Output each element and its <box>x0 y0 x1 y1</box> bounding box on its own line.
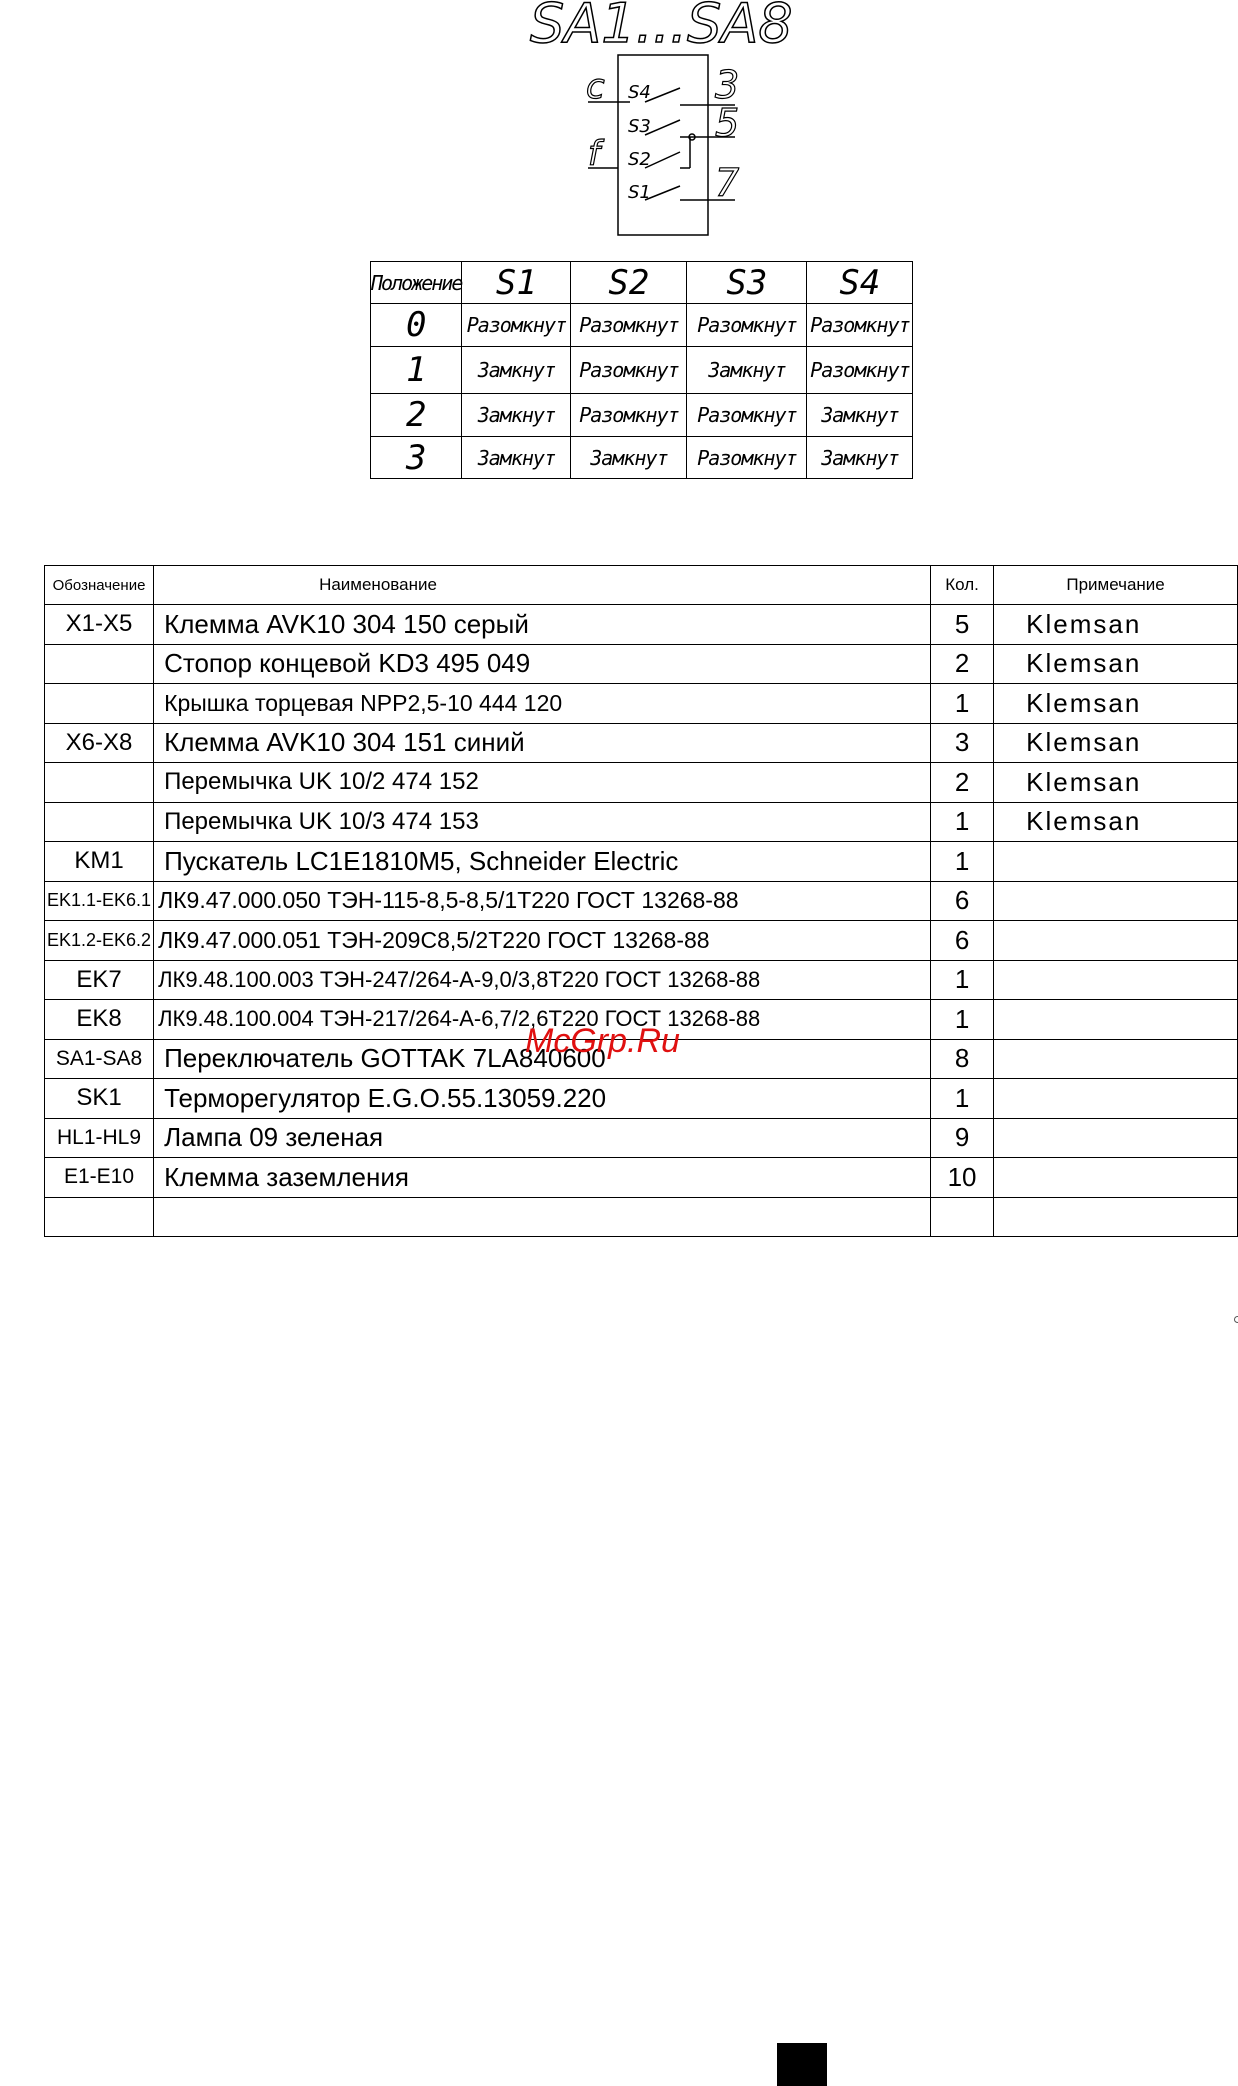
state-row <box>371 394 913 437</box>
spec-note: Klemsan <box>994 684 1238 724</box>
spec-note <box>994 1118 1238 1158</box>
switch-diagram <box>520 0 820 240</box>
spec-row <box>45 842 1238 882</box>
spec-qty: 10 <box>930 1158 993 1198</box>
spec-note <box>994 1039 1238 1079</box>
state-position: 2 <box>371 394 462 437</box>
state-row <box>371 347 913 394</box>
spec-name: ЛК9.47.000.051 ТЭН-209С8,5/2Т220 ГОСТ 13268-88 <box>154 921 931 961</box>
spec-designation: EK1.2-EK6.2 <box>45 921 154 961</box>
diagram-title: SA1...SA8 <box>530 0 793 55</box>
spec-note <box>994 1079 1238 1119</box>
spec-note <box>994 960 1238 1000</box>
spec-designation <box>45 1197 154 1237</box>
state-cell: Разомкнут <box>571 347 687 394</box>
spec-qty: 6 <box>930 921 993 961</box>
spec-row <box>45 644 1238 684</box>
spec-qty: 1 <box>930 1079 993 1119</box>
spec-designation: EK1.1-EK6.1 <box>45 881 154 921</box>
spec-note: Klemsan <box>994 802 1238 842</box>
spec-qty <box>930 1197 993 1237</box>
state-cell: Замкнут <box>807 394 913 437</box>
state-cell: Разомкнут <box>807 304 913 347</box>
spec-qty: 9 <box>930 1118 993 1158</box>
state-header-s2: S2 <box>571 262 687 304</box>
spec-row <box>45 960 1238 1000</box>
spec-note <box>994 1197 1238 1237</box>
state-header-s1: S1 <box>462 262 571 304</box>
state-cell: Замкнут <box>462 394 571 437</box>
contact-s2: S2 <box>628 149 651 170</box>
state-cell: Разомкнут <box>571 394 687 437</box>
spec-name: Клемма AVK10 304 151 синий <box>154 723 931 763</box>
spec-row <box>45 1118 1238 1158</box>
spec-row <box>45 921 1238 961</box>
spec-qty: 1 <box>930 842 993 882</box>
spec-note: Klemsan <box>994 605 1238 645</box>
state-header-row <box>371 262 913 304</box>
spec-designation: SK1 <box>45 1079 154 1119</box>
state-cell: Разомкнут <box>571 304 687 347</box>
spec-note <box>994 842 1238 882</box>
spec-designation: E1-E10 <box>45 1158 154 1198</box>
spec-designation: X1-X5 <box>45 605 154 645</box>
state-position: 1 <box>371 347 462 394</box>
spec-header-row <box>45 566 1238 605</box>
state-cell: Разомкнут <box>687 394 807 437</box>
spec-row <box>45 763 1238 803</box>
spec-note <box>994 1158 1238 1198</box>
spec-designation: SA1-SA8 <box>45 1039 154 1079</box>
spec-name: Клемма AVK10 304 150 серый <box>154 605 931 645</box>
spec-header-note: Примечание <box>994 566 1238 605</box>
spec-note: Klemsan <box>994 763 1238 803</box>
state-cell: Замкнут <box>571 437 687 479</box>
state-cell: Замкнут <box>462 347 571 394</box>
spec-qty: 3 <box>930 723 993 763</box>
state-cell: Разомкнут <box>462 304 571 347</box>
terminal-3: 3 <box>715 63 740 107</box>
switch-state-table <box>370 261 913 479</box>
terminal-f: f <box>588 134 600 174</box>
contact-s1: S1 <box>628 182 651 203</box>
spec-header-designation: Обозначение <box>45 566 154 605</box>
spec-name: Пускатель LC1E1810M5, Schneider Electric <box>154 842 931 882</box>
terminal-7: 7 <box>715 161 740 205</box>
state-row <box>371 437 913 479</box>
spec-name: ЛК9.47.000.050 ТЭН-115-8,5-8,5/1Т220 ГОСТ 13268-88 <box>154 881 931 921</box>
state-header-s3: S3 <box>687 262 807 304</box>
spec-qty: 8 <box>930 1039 993 1079</box>
state-header-position: Положение <box>371 262 462 304</box>
state-header-s4: S4 <box>807 262 913 304</box>
spec-header-name: Наименование <box>154 566 931 605</box>
spec-name: Крышка торцевая NPP2,5-10 444 120 <box>154 684 931 724</box>
state-row <box>371 304 913 347</box>
spec-designation <box>45 644 154 684</box>
spec-header-qty: Кол. <box>930 566 993 605</box>
spec-note: Klemsan <box>994 644 1238 684</box>
switch-body <box>588 55 735 235</box>
spec-designation: HL1-HL9 <box>45 1118 154 1158</box>
spec-note <box>994 921 1238 961</box>
spec-name: Стопор концевой KD3 495 049 <box>154 644 931 684</box>
spec-qty: 5 <box>930 605 993 645</box>
spec-designation: KM1 <box>45 842 154 882</box>
spec-row <box>45 1158 1238 1198</box>
terminal-5: 5 <box>715 101 740 145</box>
state-cell: Замкнут <box>462 437 571 479</box>
spec-qty: 1 <box>930 960 993 1000</box>
spec-name: ЛК9.48.100.003 ТЭН-247/264-А-9,0/3,8Т220 ГОСТ 13268-88 <box>154 960 931 1000</box>
state-position: 0 <box>371 304 462 347</box>
state-cell: Замкнут <box>807 437 913 479</box>
spec-name <box>154 1197 931 1237</box>
terminal-c: c <box>586 67 605 107</box>
state-cell: Разомкнут <box>687 304 807 347</box>
spec-designation <box>45 684 154 724</box>
specification-table <box>44 565 1238 1237</box>
spec-qty: 1 <box>930 1000 993 1040</box>
spec-designation: EK8 <box>45 1000 154 1040</box>
spec-designation: EK7 <box>45 960 154 1000</box>
spec-name: Лампа 09 зеленая <box>154 1118 931 1158</box>
spec-qty: 1 <box>930 802 993 842</box>
spec-designation <box>45 802 154 842</box>
spec-row <box>45 723 1238 763</box>
spec-row <box>45 881 1238 921</box>
spec-name: Перемычка UK 10/3 474 153 <box>154 802 931 842</box>
registration-dot <box>1234 1316 1238 1323</box>
spec-qty: 2 <box>930 763 993 803</box>
spec-row <box>45 1079 1238 1119</box>
spec-note <box>994 881 1238 921</box>
watermark-text: McGrp.Ru <box>525 1022 680 1060</box>
spec-qty: 6 <box>930 881 993 921</box>
spec-row-empty <box>45 1197 1238 1237</box>
spec-qty: 2 <box>930 644 993 684</box>
spec-name: Перемычка UK 10/2 474 152 <box>154 763 931 803</box>
spec-name: Переключатель GOTTAK 7LA840600 <box>154 1039 931 1079</box>
spec-qty: 1 <box>930 684 993 724</box>
state-cell: Замкнут <box>687 347 807 394</box>
page-corner-mark <box>777 2043 827 2086</box>
state-position: 3 <box>371 437 462 479</box>
spec-designation: X6-X8 <box>45 723 154 763</box>
state-cell: Разомкнут <box>807 347 913 394</box>
contact-s3: S3 <box>628 116 651 137</box>
spec-note <box>994 1000 1238 1040</box>
spec-row <box>45 684 1238 724</box>
spec-row <box>45 802 1238 842</box>
spec-name: Терморегулятор E.G.O.55.13059.220 <box>154 1079 931 1119</box>
state-cell: Разомкнут <box>687 437 807 479</box>
spec-row <box>45 605 1238 645</box>
spec-name: Клемма заземления <box>154 1158 931 1198</box>
spec-name: ЛК9.48.100.004 ТЭН-217/264-А-6,7/2,6Т220 ГОСТ 13268-88 <box>154 1000 931 1040</box>
spec-note: Klemsan <box>994 723 1238 763</box>
contact-s4: S4 <box>628 82 651 103</box>
spec-designation <box>45 763 154 803</box>
